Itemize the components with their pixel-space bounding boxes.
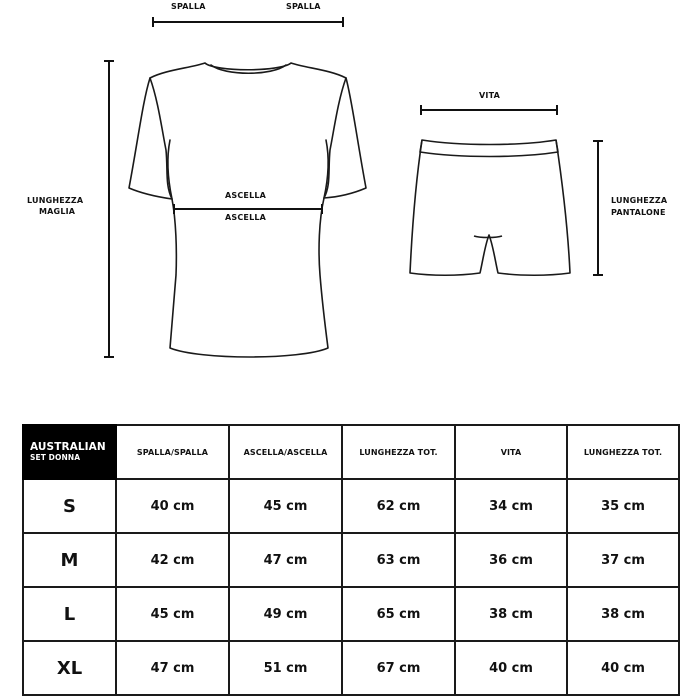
value-cell: 40 cm [455, 641, 567, 695]
brand-name: AUSTRALIAN [30, 441, 106, 453]
armpit-dimension-tick-right [321, 204, 323, 214]
value-cell: 62 cm [342, 479, 455, 533]
shorts-length-tick-bottom [593, 274, 603, 276]
armpit-dimension-tick-left [173, 204, 175, 214]
shirt-length-label-line2: MAGLIA [39, 207, 76, 216]
shoulder-label-left: SPALLA [171, 2, 206, 11]
shirt-length-dimension-line [108, 60, 110, 358]
value-cell: 47 cm [229, 533, 342, 587]
value-cell: 47 cm [116, 641, 229, 695]
size-cell: XL [23, 641, 116, 695]
table-row [23, 641, 679, 695]
size-cell: L [23, 587, 116, 641]
brand-header-cell [23, 425, 116, 479]
table-row [23, 587, 679, 641]
shorts-illustration [410, 140, 570, 275]
value-cell: 38 cm [455, 587, 567, 641]
shoulder-label-right: SPALLA [286, 2, 321, 11]
shoulder-dimension-tick-left [152, 17, 154, 27]
size-chart-table [22, 424, 680, 696]
size-cell: M [23, 533, 116, 587]
value-cell: 36 cm [455, 533, 567, 587]
shoulder-dimension-tick-right [342, 17, 344, 27]
value-cell: 40 cm [116, 479, 229, 533]
value-cell: 38 cm [567, 587, 679, 641]
waist-label: VITA [479, 91, 500, 100]
shirt-length-label-line1: LUNGHEZZA [27, 196, 84, 205]
value-cell: 37 cm [567, 533, 679, 587]
header-shorts-length: LUNGHEZZA TOT. [567, 425, 679, 479]
shirt-length-tick-top [104, 60, 114, 62]
value-cell: 49 cm [229, 587, 342, 641]
header-waist: VITA [455, 425, 567, 479]
value-cell: 42 cm [116, 533, 229, 587]
header-armpit: ASCELLA/ASCELLA [229, 425, 342, 479]
waist-dimension-tick-right [556, 105, 558, 115]
armpit-label-top: ASCELLA [225, 191, 267, 200]
armpit-label-bottom: ASCELLA [225, 213, 267, 222]
shoulder-dimension-line [152, 21, 344, 23]
tshirt-illustration [129, 63, 366, 357]
shorts-length-label-line2: PANTALONE [611, 208, 666, 217]
value-cell: 65 cm [342, 587, 455, 641]
table-row [23, 479, 679, 533]
brand-subtitle: SET DONNA [30, 453, 81, 462]
table-header-row [23, 425, 679, 479]
shorts-length-label-line1: LUNGHEZZA [611, 196, 668, 205]
value-cell: 67 cm [342, 641, 455, 695]
value-cell: 45 cm [229, 479, 342, 533]
value-cell: 51 cm [229, 641, 342, 695]
waist-dimension-tick-left [420, 105, 422, 115]
value-cell: 63 cm [342, 533, 455, 587]
table-row [23, 533, 679, 587]
header-shirt-length: LUNGHEZZA TOT. [342, 425, 455, 479]
value-cell: 45 cm [116, 587, 229, 641]
waist-dimension-line [420, 109, 558, 111]
size-cell: S [23, 479, 116, 533]
shorts-length-tick-top [593, 140, 603, 142]
header-shoulder: SPALLA/SPALLA [116, 425, 229, 479]
shirt-length-tick-bottom [104, 356, 114, 358]
value-cell: 40 cm [567, 641, 679, 695]
shorts-length-dimension-line [597, 140, 599, 276]
value-cell: 35 cm [567, 479, 679, 533]
value-cell: 34 cm [455, 479, 567, 533]
armpit-dimension-line [173, 208, 323, 210]
